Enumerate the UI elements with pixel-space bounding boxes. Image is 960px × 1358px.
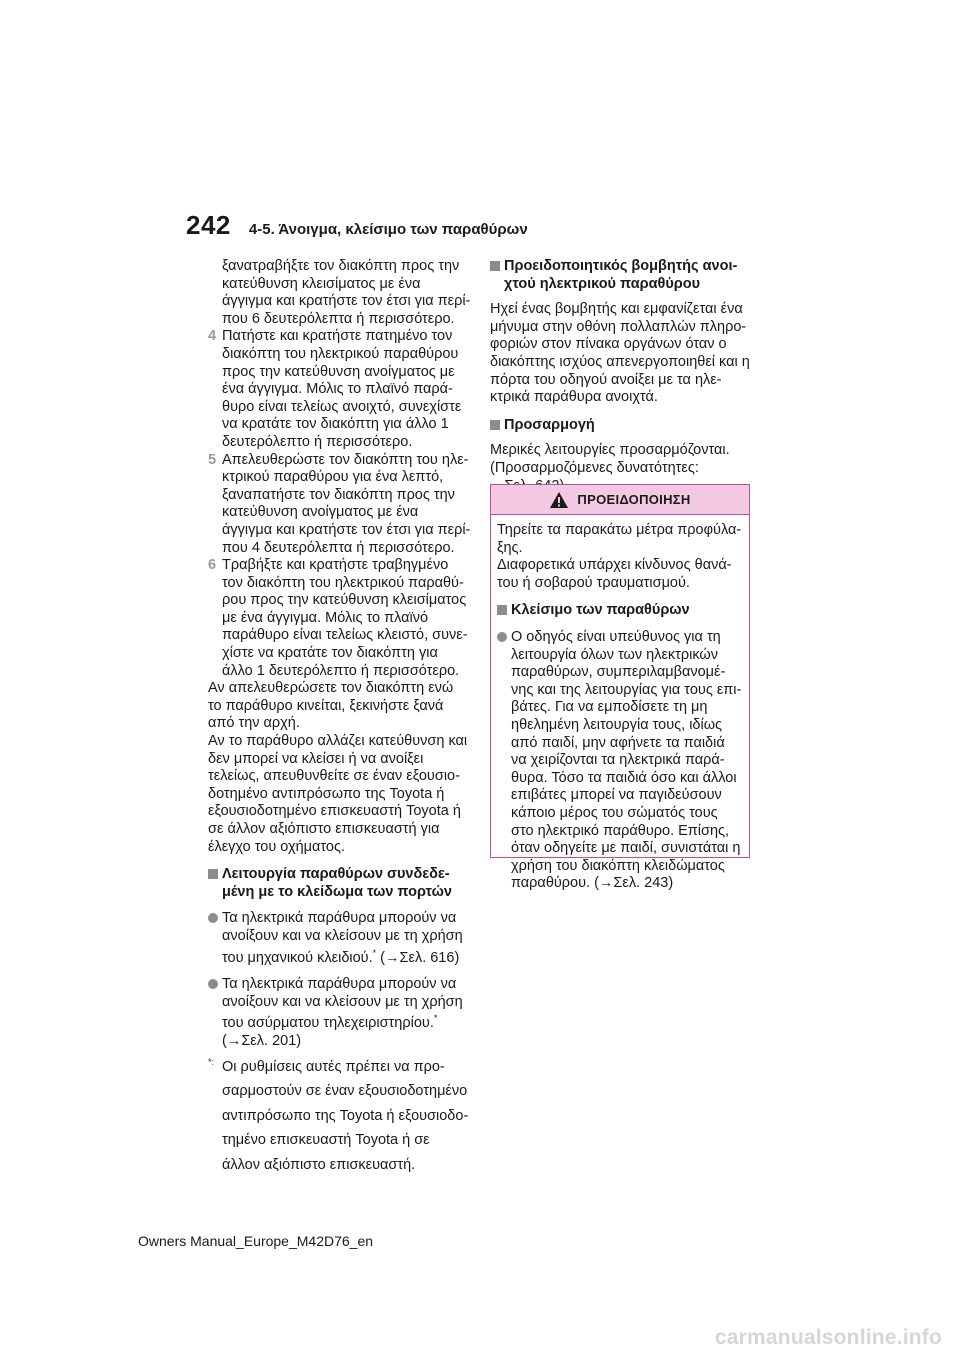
text-line: παράθυρο είναι τελείως κλειστό, συνε-	[222, 627, 468, 644]
text-line: δοτημένο αντιπρόσωπο της Toyota ή	[208, 785, 445, 802]
text-line: ένα άγγιγμα. Μόλις το πλαϊνό παρά-	[222, 381, 453, 398]
text-line: Αν απελευθερώσετε τον διακόπτη ενώ	[208, 680, 454, 697]
text-line: θυρο είναι τελείως ανοιχτό, συνεχίστε	[222, 398, 462, 415]
section-title: 4-5. Άνοιγμα, κλείσιμο των παραθύρων	[248, 221, 528, 238]
text-line: (Προσαρμοζόμενες δυνατότητες:	[490, 459, 699, 476]
text-line: εξουσιοδοτημένο επισκευαστή Toyota ή	[208, 803, 461, 820]
text-line: όταν οδηγείτε με παιδί, συνιστάται η	[511, 840, 741, 857]
text-line: ξανατραβήξτε τον διακόπτη προς την	[222, 258, 460, 274]
warning-body	[491, 515, 749, 893]
text-line: κατεύθυνση ανοίγματος με ένα	[222, 504, 419, 521]
warning-header	[491, 485, 749, 515]
text-line: Ο οδηγός είναι υπεύθυνος για τη	[511, 628, 721, 645]
text-line: μήνυμα στην οθόνη πολλαπλών πληρο-	[490, 318, 747, 335]
text-line: δευτερόλεπτο ή περισσότερο.	[222, 433, 413, 450]
square-bullet-icon	[490, 261, 500, 271]
text-line: διακόπτη του ηλεκτρικού παραθύρου	[222, 345, 459, 362]
warning-title: ΠΡΟΕΙΔΟΠΟΙΗΣΗ	[577, 492, 691, 507]
text-line: από την αρχή.	[208, 715, 300, 732]
release-paragraph	[208, 680, 470, 856]
text-line: Τραβήξτε και κρατήστε τραβηγμένο	[222, 557, 449, 574]
page-reference[interactable]: (→Σελ. 201)	[222, 1032, 302, 1049]
footnote-mark: *:	[208, 1056, 215, 1067]
right-column	[490, 258, 752, 495]
text-line: Αν το παράθυρο αλλάζει κατεύθυνση και	[208, 733, 468, 750]
buzzer-paragraph	[490, 301, 752, 407]
text-line: χρήση του διακόπτη κλειδώματος	[511, 857, 725, 874]
text-line: φοριών στον πίνακα οργάνων όταν ο	[490, 336, 727, 353]
heading-customization	[490, 417, 752, 435]
bullet-mechanical-key	[208, 910, 470, 967]
text-line: του ή σοβαρού τραυματισμού.	[497, 574, 690, 591]
step-5	[208, 452, 470, 558]
watermark: carmanualsonline.info	[714, 1326, 942, 1349]
text-line: κατεύθυνση κλεισίματος με ένα	[222, 275, 421, 292]
text-line: του μηχανικού κλειδιού.* (→Σελ. 616)	[222, 947, 460, 966]
text-line: προς την κατεύθυνση ανοίγματος με	[222, 363, 455, 380]
step-text	[222, 452, 470, 558]
heading-line: μένη με το κλείδωμα των πορτών	[222, 883, 452, 900]
footnote-mark: *	[433, 1013, 438, 1024]
text-line: άλλο 1 δευτερόλεπτο ή περισσότερο.	[222, 662, 460, 679]
text-line: Πατήστε και κρατήστε πατημένο τον	[222, 328, 453, 345]
page-reference[interactable]: παραθύρου. (→Σελ. 243)	[511, 875, 674, 892]
step-text	[222, 557, 470, 680]
square-bullet-icon	[208, 869, 218, 879]
text-line: αντιπρόσωπο της Toyota ή εξουσιοδο-	[222, 1107, 469, 1124]
round-bullet-icon	[208, 979, 218, 989]
text-line: δεν μπορεί να κλείσει ή να ανοίξει	[208, 750, 424, 767]
page-reference[interactable]: (→Σελ. 616)	[376, 949, 460, 966]
left-column	[208, 258, 470, 1177]
text-line: κάποιο μέρος του σώματός τους	[511, 804, 718, 821]
text-line: έλεγχο του οχήματος.	[208, 838, 345, 855]
step-number: 4	[208, 328, 217, 345]
text-line: Απελευθερώστε τον διακόπτη του ηλε-	[222, 451, 469, 468]
text-line: να κρατάτε τον διακόπτη για άλλο 1	[222, 416, 449, 433]
square-bullet-icon	[497, 605, 507, 615]
warning-triangle-icon	[549, 491, 569, 509]
heading-line: χτού ηλεκτρικού παραθύρου	[504, 275, 701, 292]
warning-box	[490, 484, 750, 892]
text-line: ηθελημένη λειτουργία τους, ιδίως	[511, 716, 723, 733]
warning-bullet	[497, 629, 744, 893]
text-line: Τα ηλεκτρικά παράθυρα μπορούν να	[222, 976, 457, 993]
step-number: 6	[208, 557, 217, 574]
text-line: το παράθυρο κινείται, ξεκινήστε ξανά	[208, 697, 444, 714]
text-line: επιβάτες μπορεί να παγιδεύσουν	[511, 787, 722, 804]
text-line: βάτες. Για να εμποδίσετε τη μη	[511, 699, 708, 716]
warning-heading	[497, 602, 744, 620]
text-line: Διαφορετικά υπάρχει κίνδυνος θανά-	[497, 557, 732, 574]
round-bullet-icon	[208, 913, 218, 923]
step-number: 5	[208, 451, 217, 468]
text-line: λειτουργία όλων των ηλεκτρικών	[511, 646, 718, 663]
page-number: 242	[186, 210, 231, 240]
heading-linked-operation	[208, 866, 470, 901]
text-line: κτρικού παραθύρου για ένα λεπτό,	[222, 469, 444, 486]
text-line: άλλον αξιόπιστο επισκευαστή.	[222, 1156, 416, 1173]
text-line: πόρτα του οδηγού ανοίξει με τα ηλε-	[490, 371, 722, 388]
heading-window-buzzer	[490, 258, 752, 293]
bullet-wireless-remote	[208, 976, 470, 1050]
step-text	[222, 328, 470, 451]
text-line: ρου προς την κατεύθυνση κλεισίματος	[222, 592, 467, 609]
text-line: τελείως, απευθυνθείτε σε έναν εξουσιο-	[208, 768, 460, 785]
footnote	[208, 1055, 470, 1178]
text-line: Τηρείτε τα παρακάτω μέτρα προφύλα-	[497, 522, 742, 538]
round-bullet-icon	[497, 632, 507, 642]
text-line: Τα ηλεκτρικά παράθυρα μπορούν να	[222, 910, 457, 927]
text-line: να χειρίζονται τα ηλεκτρικά παρά-	[511, 752, 725, 769]
text-line: με ένα άγγιγμα. Μόλις το πλαϊνό	[222, 609, 429, 626]
intro-paragraph	[208, 258, 470, 328]
text-line: σε άλλον αξιόπιστο επισκευαστή για	[208, 821, 440, 837]
step-4	[208, 328, 470, 451]
text-line: παραθύρων, συμπεριλαμβανομέ-	[511, 664, 726, 681]
text-line: ανοίξουν και να κλείσουν με τη χρήση	[222, 993, 463, 1010]
step-6	[208, 557, 470, 680]
square-bullet-icon	[490, 420, 500, 430]
text-line: Μερικές λειτουργίες προσαρμόζονται.	[490, 442, 730, 459]
warning-intro	[497, 522, 744, 592]
text-line: από παιδί, μην αφήνετε τα παιδιά	[511, 734, 725, 751]
page-footer: Owners Manual_Europe_M42D76_en	[138, 1233, 374, 1249]
text-line: σαρμοστούν σε έναν εξουσιοδοτημένο	[222, 1083, 468, 1100]
text-line: τημένο επισκευαστή Toyota ή σε	[222, 1132, 430, 1149]
text-line: Ηχεί ένας βομβητής και εμφανίζεται ένα	[490, 301, 743, 318]
text-line: τον διακόπτη του ηλεκτρικού παραθύ-	[222, 574, 464, 591]
text-line: ανοίξουν και να κλείσουν με τη χρήση	[222, 927, 463, 944]
text-line: Οι ρυθμίσεις αυτές πρέπει να προ-	[222, 1058, 445, 1075]
text-line: στο ηλεκτρικό παράθυρο. Επίσης,	[511, 822, 730, 839]
heading-line: Κλείσιμο των παραθύρων	[511, 602, 690, 619]
heading-line: Προειδοποιητικός βομβητής ανοι-	[504, 258, 738, 274]
text-line: άγγιγμα και κρατήστε τον έτσι για περί-	[222, 293, 471, 310]
page-header	[186, 210, 528, 242]
text-line: του ασύρματου τηλεχειριστηρίου.*	[222, 1013, 438, 1032]
heading-line: Προσαρμογή	[504, 416, 595, 433]
text-line: που 4 δευτερόλεπτα ή περισσότερο.	[222, 539, 455, 556]
text-line: που 6 δευτερόλεπτα ή περισσότερο.	[222, 310, 455, 327]
text-line: διακόπτης ισχύος απενεργοποιηθεί και η	[490, 353, 750, 370]
text-line: κτρικά παράθυρα ανοιχτά.	[490, 389, 658, 406]
text-line: νης και της λειτουργίας για τους επι-	[511, 681, 742, 698]
text-line: άγγιγμα και κρατήστε τον έτσι για περί-	[222, 521, 471, 538]
text-line: θυρα. Τόσο τα παιδιά όσο και άλλοι	[511, 769, 737, 786]
heading-line: Λειτουργία παραθύρων συνδεδε-	[222, 866, 450, 883]
text-line: χίστε να κρατάτε τον διακόπτη για	[222, 645, 438, 662]
text-line: ξαναπατήστε τον διακόπτη προς την	[222, 486, 455, 503]
footnote-mark: *	[372, 947, 377, 958]
text-line: ξης.	[497, 539, 523, 556]
